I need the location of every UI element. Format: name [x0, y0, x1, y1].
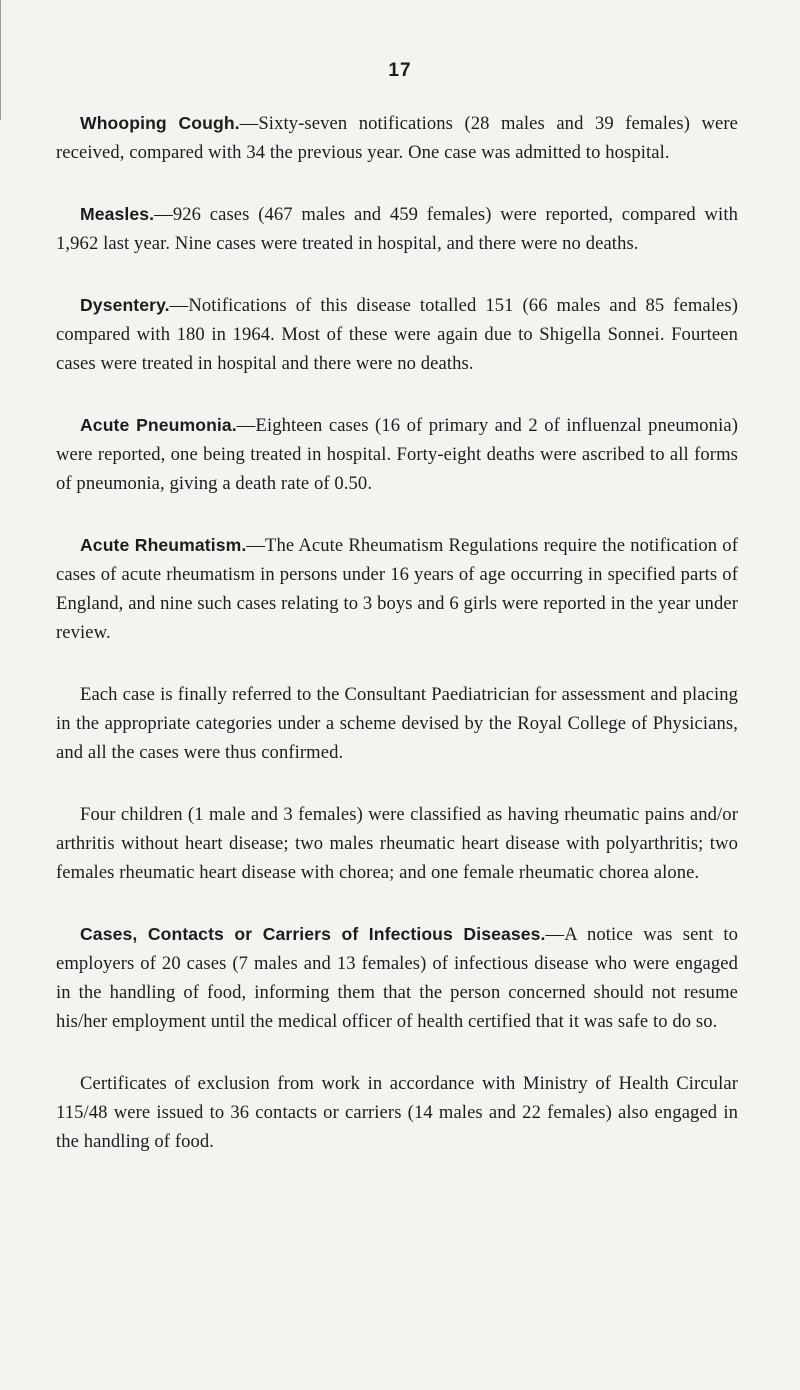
section-heading: Whooping Cough. — [80, 113, 240, 133]
paragraph-acute-rheumatism — [56, 531, 738, 647]
paragraph-acute-pneumonia — [56, 411, 738, 498]
paragraph-text: Four children (1 male and 3 females) were classified as having rheumatic pains and/or arthritis without heart disease; two males rheumatic heart disease with polyarthritis; two females rheumatic heart disease with chorea; and one female rheumatic chorea alone. — [56, 804, 738, 883]
paragraph-text: Each case is finally referred to the Consultant Paediatrician for assessment and placing in the appropriate categories under a scheme devised by the Royal College of Physicians, and all the cases were thus confirmed. — [56, 684, 738, 763]
paragraph-text: —A notice was sent to employers of 20 cases (7 males and 13 females) of infectious disease who were engaged in the handling of food, informing them that the person concerned should not resume his/her employment until the medical officer of health certified that it was safe to do so. — [56, 924, 739, 1032]
paragraph-text: —926 cases (467 males and 459 females) were reported, compared with 1,962 last year. Nine cases were treated in hospital, and there were no deaths. — [56, 204, 738, 254]
paragraph-four-children — [56, 800, 738, 887]
page-number: 17 — [388, 60, 412, 81]
paragraph-whooping-cough — [56, 109, 738, 167]
section-heading: Measles. — [80, 204, 155, 224]
paragraph-measles — [56, 200, 738, 258]
paragraph-consultant-referral — [56, 680, 738, 767]
paragraph-text: Certificates of exclusion from work in accordance with Ministry of Health Circular 115/48 were issued to 36 contacts or carriers (14 males and 22 females) also engaged in the handling of food. — [56, 1073, 738, 1152]
document-body — [56, 109, 738, 1189]
paragraph-dysentery — [56, 291, 738, 378]
paragraph-cases-contacts-carriers — [56, 920, 738, 1036]
paragraph-text: —Notifications of this disease totalled 151 (66 males and 85 females) compared with 180 in 1964. Most of these were again due to Shigella Sonnei. Fourteen cases were treated in hospital and there were no deaths. — [56, 295, 738, 374]
paragraph-text: —The Acute Rheumatism Regulations require the notification of cases of acute rheumatism in persons under 16 years of age occurring in specified parts of England, and nine such cases relating to 3 boys and 6 girls were reported in the year under review. — [56, 535, 738, 643]
section-heading: Acute Rheumatism. — [80, 535, 247, 555]
paragraph-text: —Eighteen cases (16 of primary and 2 of influenzal pneumonia) were reported, one being treated in hospital. Forty-eight deaths were ascribed to all forms of pneumonia, giving a death rate of 0.50. — [56, 415, 738, 494]
section-heading: Acute Pneumonia. — [80, 415, 237, 435]
paragraph-certificates-exclusion — [56, 1069, 738, 1156]
paragraph-text: —Sixty-seven notifications (28 males and 39 females) were received, compared with 34 the previous year. One case was admitted to hospital. — [56, 113, 738, 163]
section-heading: Cases, Contacts or Carriers of Infectious Diseases. — [80, 924, 546, 944]
section-heading: Dysentery. — [80, 295, 170, 315]
